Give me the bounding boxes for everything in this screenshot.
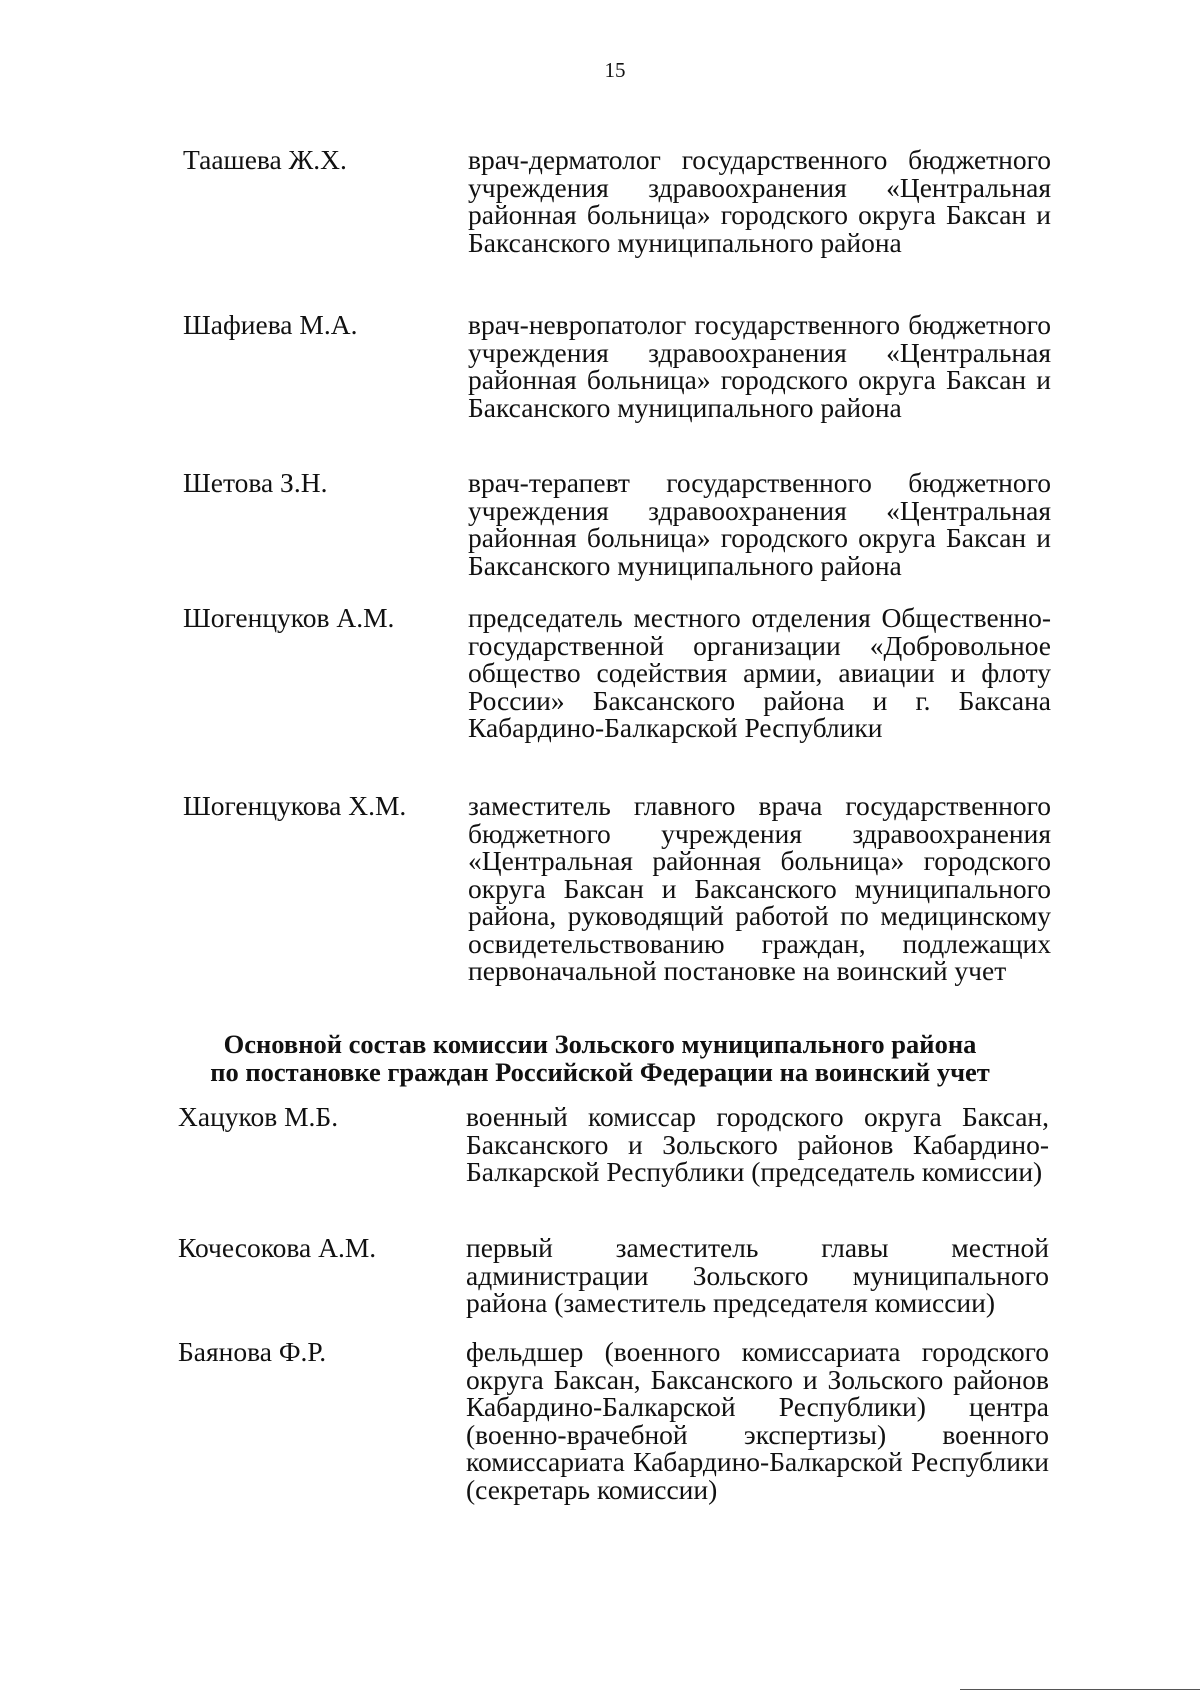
member-role: первый заместитель главы местной администрации Зольского муниципального района (заместитель председателя комиссии) [466,1232,1049,1318]
member-name: Шогенцукова Х.М. [183,790,407,821]
bottom-divider [960,1689,1200,1690]
member-role: председатель местного отделения Общественно-государственной организации «Добровольное общество содействия армии, авиации и флоту России» Баксанского района и г. Баксана Кабардино-Балкарской Республики [468,602,1051,743]
member-role: врач-невропатолог государственного бюджетного учреждения здравоохранения «Центральная районная больница» городского округа Баксан и Баксанского муниципального района [468,309,1051,423]
member-name: Шафиева М.А. [183,309,358,340]
member-name: Баянова Ф.Р. [178,1336,327,1367]
member-name: Шогенцуков А.М. [183,602,395,633]
member-name: Шетова З.Н. [183,467,328,498]
page-number: 15 [604,58,626,82]
member-role: военный комиссар городского округа Баксан, Баксанского и Зольского районов Кабардино-Балкарской Республики (председатель комиссии) [466,1101,1049,1187]
member-role: врач-терапевт государственного бюджетного учреждения здравоохранения «Центральная районная больница» городского округа Баксан и Баксанского муниципального района [468,467,1051,581]
section-heading-line: Основной состав комиссии Зольского муниципального района [223,1029,977,1059]
member-role: врач-дерматолог государственного бюджетного учреждения здравоохранения «Центральная районная больница» городского округа Баксан и Баксанского муниципального района [468,144,1051,258]
member-name: Кочесокова А.М. [178,1232,377,1263]
member-role: фельдшер (военного комиссариата городского округа Баксан, Баксанского и Зольского районов Кабардино-Балкарской Республики) центра (военно-врачебной экспертизы) военного комиссариата Кабардино-Балкарской Республики (секретарь комиссии) [466,1336,1049,1505]
member-role: заместитель главного врача государственного бюджетного учреждения здравоохранения «Центральная районная больница» городского округа Баксан и Баксанского муниципального района, руководящий работой по медицинскому освидетельствованию граждан, подлежащих первоначальной постановке на воинский учет [468,790,1051,986]
section-heading [150,1030,1050,1086]
section-heading-line: по постановке граждан Российской Федерации на воинский учет [210,1057,990,1087]
member-name: Таашева Ж.Х. [183,144,347,175]
member-name: Хацуков М.Б. [178,1101,339,1132]
